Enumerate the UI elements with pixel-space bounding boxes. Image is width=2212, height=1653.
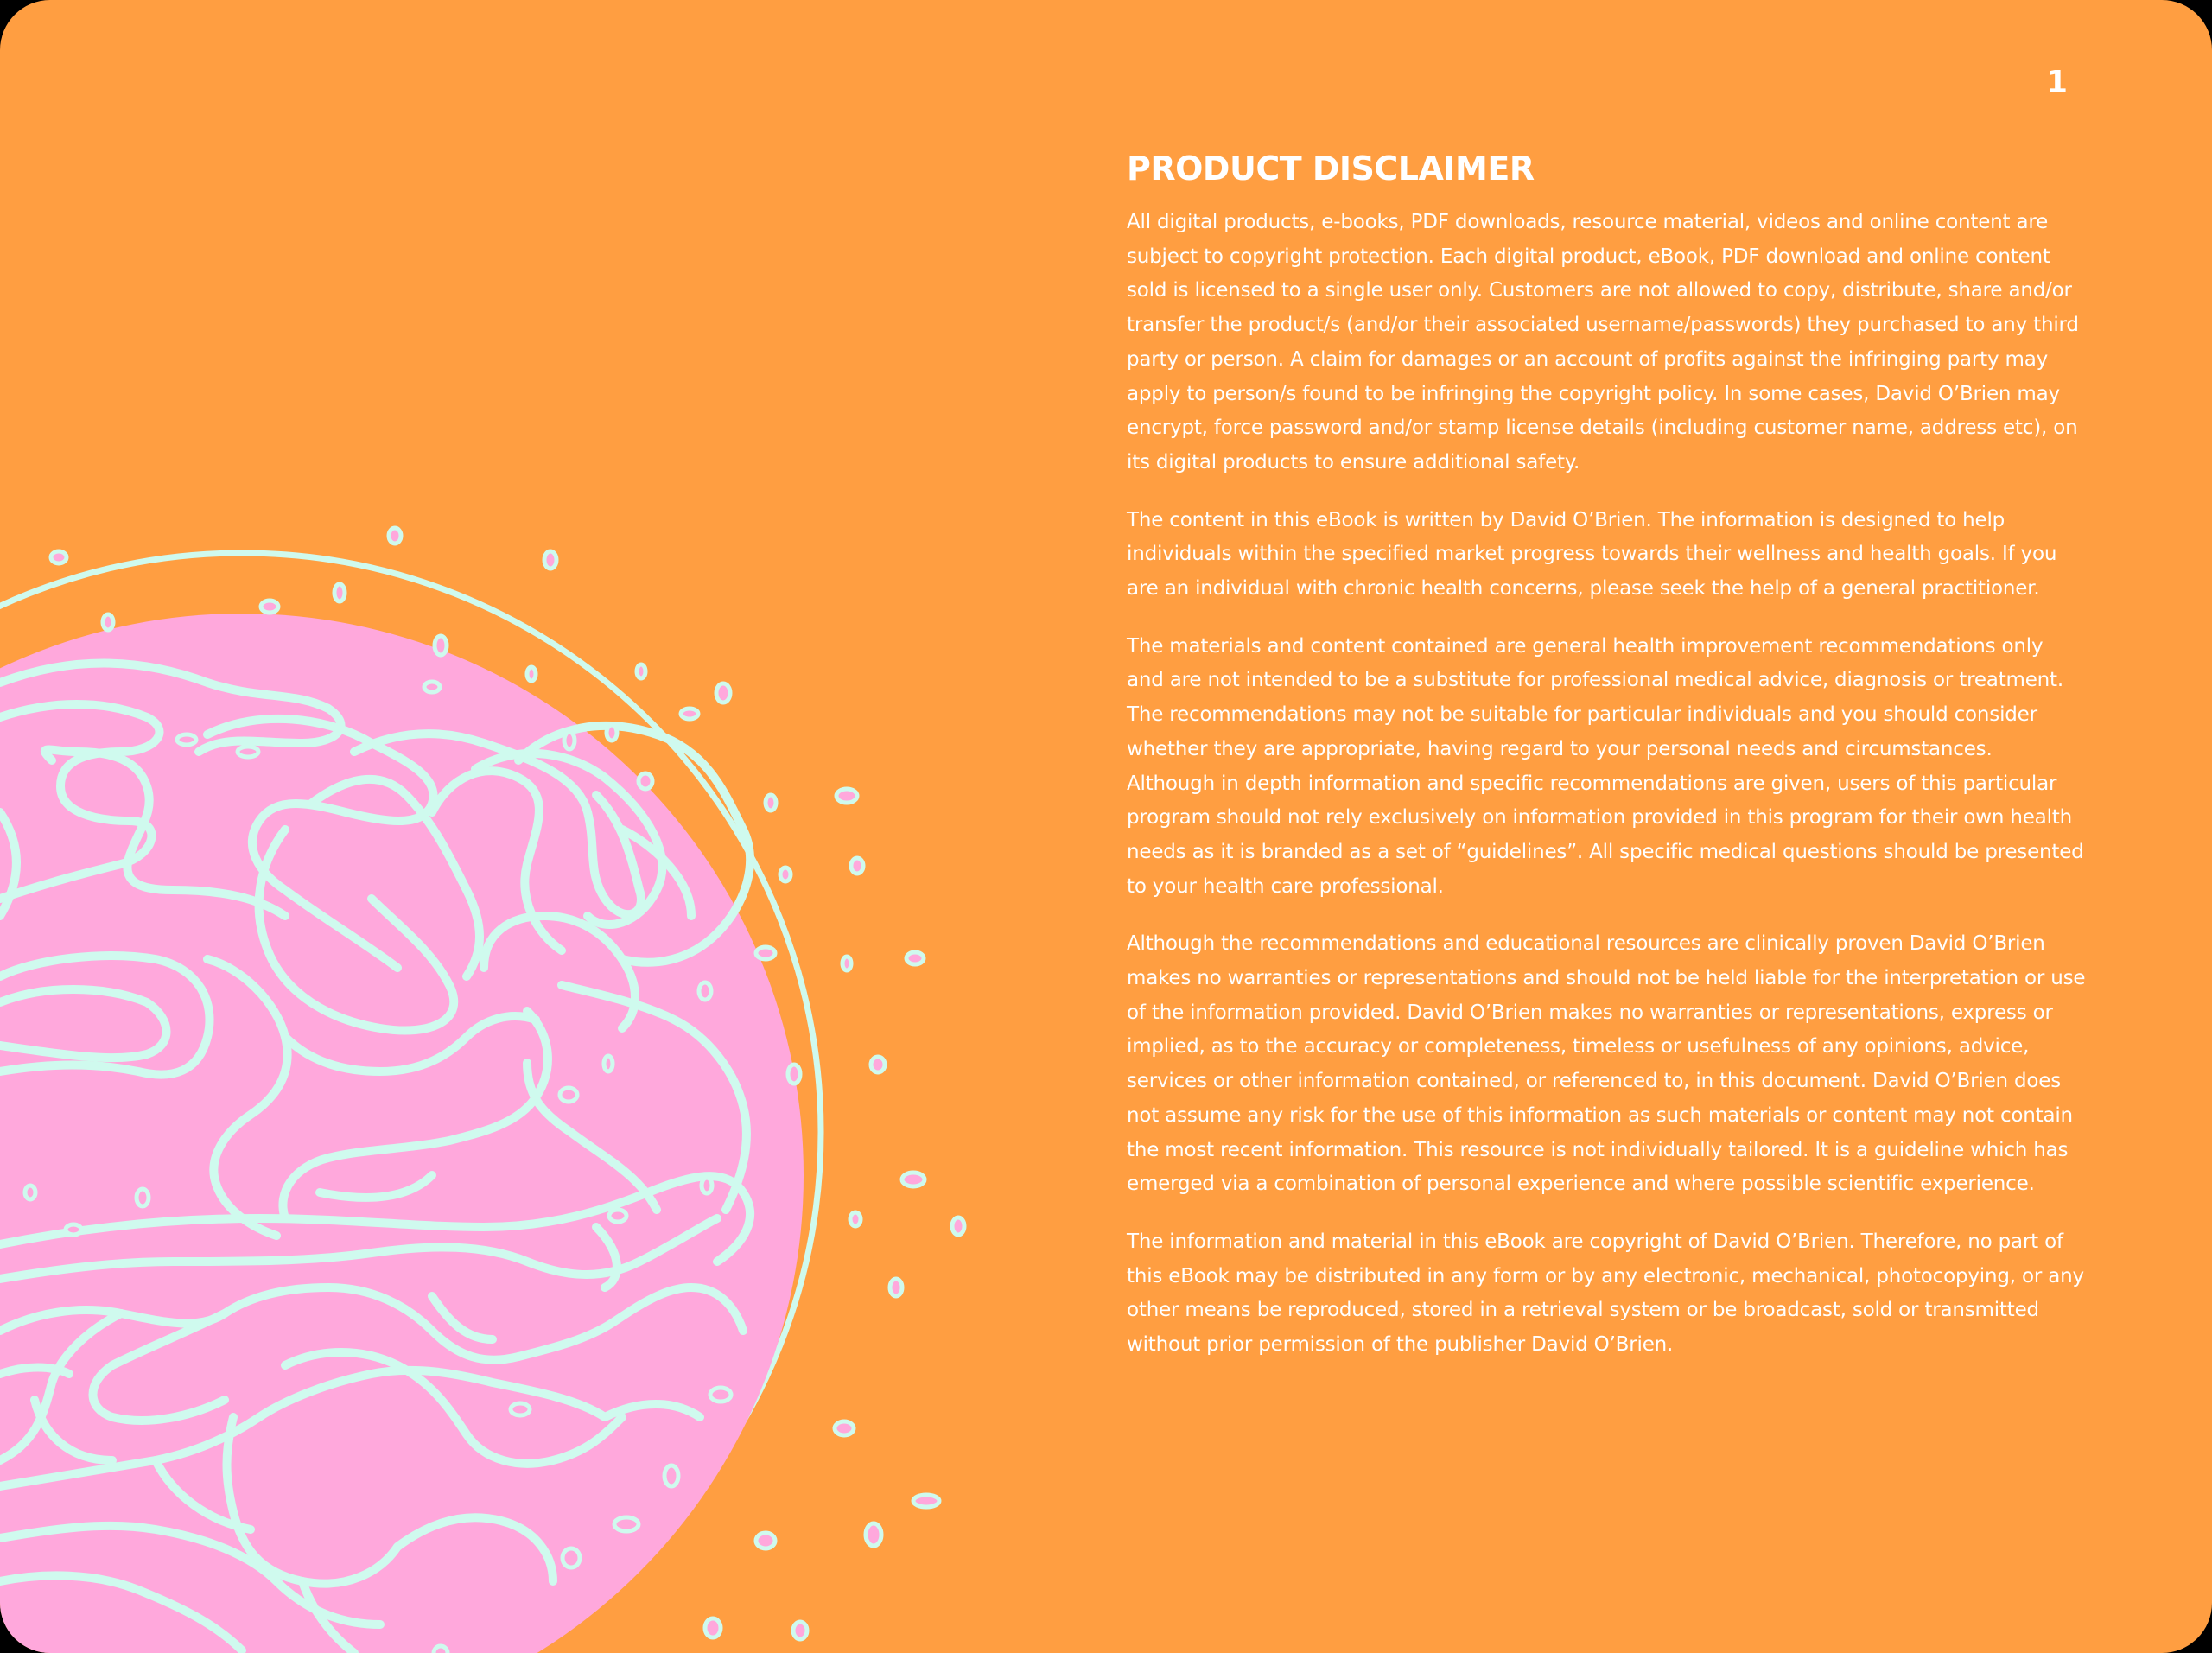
disclaimer-paragraph-copyright: All digital products, e-books, PDF downloads, resource material, videos and online content are subject to copyright protection. Each digital product, eBook, PDF download and online content sold is licensed to a single user only. Customers are not allowed to copy, distribute, share and/or transfer the product/s (and/or their associated username/passwords) they purchased to any third party or person. A claim for damages or an account of profits against the infringing party may apply to person/s found to be infringing the copyright policy. In some cases, David O’Brien may encrypt, force password and/or stamp license details (including customer name, address etc), on its digital products to ensure additional safety.: [1127, 211, 2079, 474]
disclaimer-paragraph-liability: Although the recommendations and educational resources are clinically proven David O’Brien makes no warranties or representations and should not be held liable for the interpretation or use of the information provided. David O’Brien makes no warranties or representations, express or implied, as to the accuracy or completeness, timeless or usefulness of any opinions, advice, services or other information contained, or referenced to, in this document. David O’Brien does not assume any risk for the use of this information as such materials or content may not contain the most recent information. This resource is not individually tailored. It is a guideline which has emerged via a combination of personal experience and where possible scientific experience.: [1127, 932, 2086, 1196]
disclaimer-paragraph-distribution: The information and material in this eBook are copyright of David O’Brien. Therefore, no part of this eBook may be distributed in any form or by any electronic, mechanical, photocopying, or any other means be reproduced, stored in a retrieval system or be broadcast, sold or transmitted without prior permission of the publisher David O’Brien.: [1127, 1230, 2084, 1357]
brain-illustration: [0, 0, 1037, 1653]
brain-disc: [0, 614, 804, 1653]
page-number: 1: [2045, 65, 2068, 100]
disclaimer-section: [1127, 145, 2086, 1386]
disclaimer-paragraph-medical: The materials and content contained are general health improvement recommendations only and are not intended to be a substitute for professional medical advice, diagnosis or treatment. The recommendations may not be suitable for particular individuals and you should consider whether they are appropriate, having regard to your personal needs and circumstances. Although in depth information and specific recommendations are given, users of this particular program should not rely exclusively on information provided in this program for their own health needs as it is branded as a set of “guidelines”. All specific medical questions should be presented to your health care professional.: [1127, 634, 2084, 898]
disclaimer-paragraph-author: The content in this eBook is written by David O’Brien. The information is designed to help individuals within the specified market progress towards their wellness and health goals. If you are an individual with chronic health concerns, please seek the help of a general practitioner.: [1127, 508, 2057, 601]
page-title: PRODUCT DISCLAIMER: [1127, 149, 1535, 188]
